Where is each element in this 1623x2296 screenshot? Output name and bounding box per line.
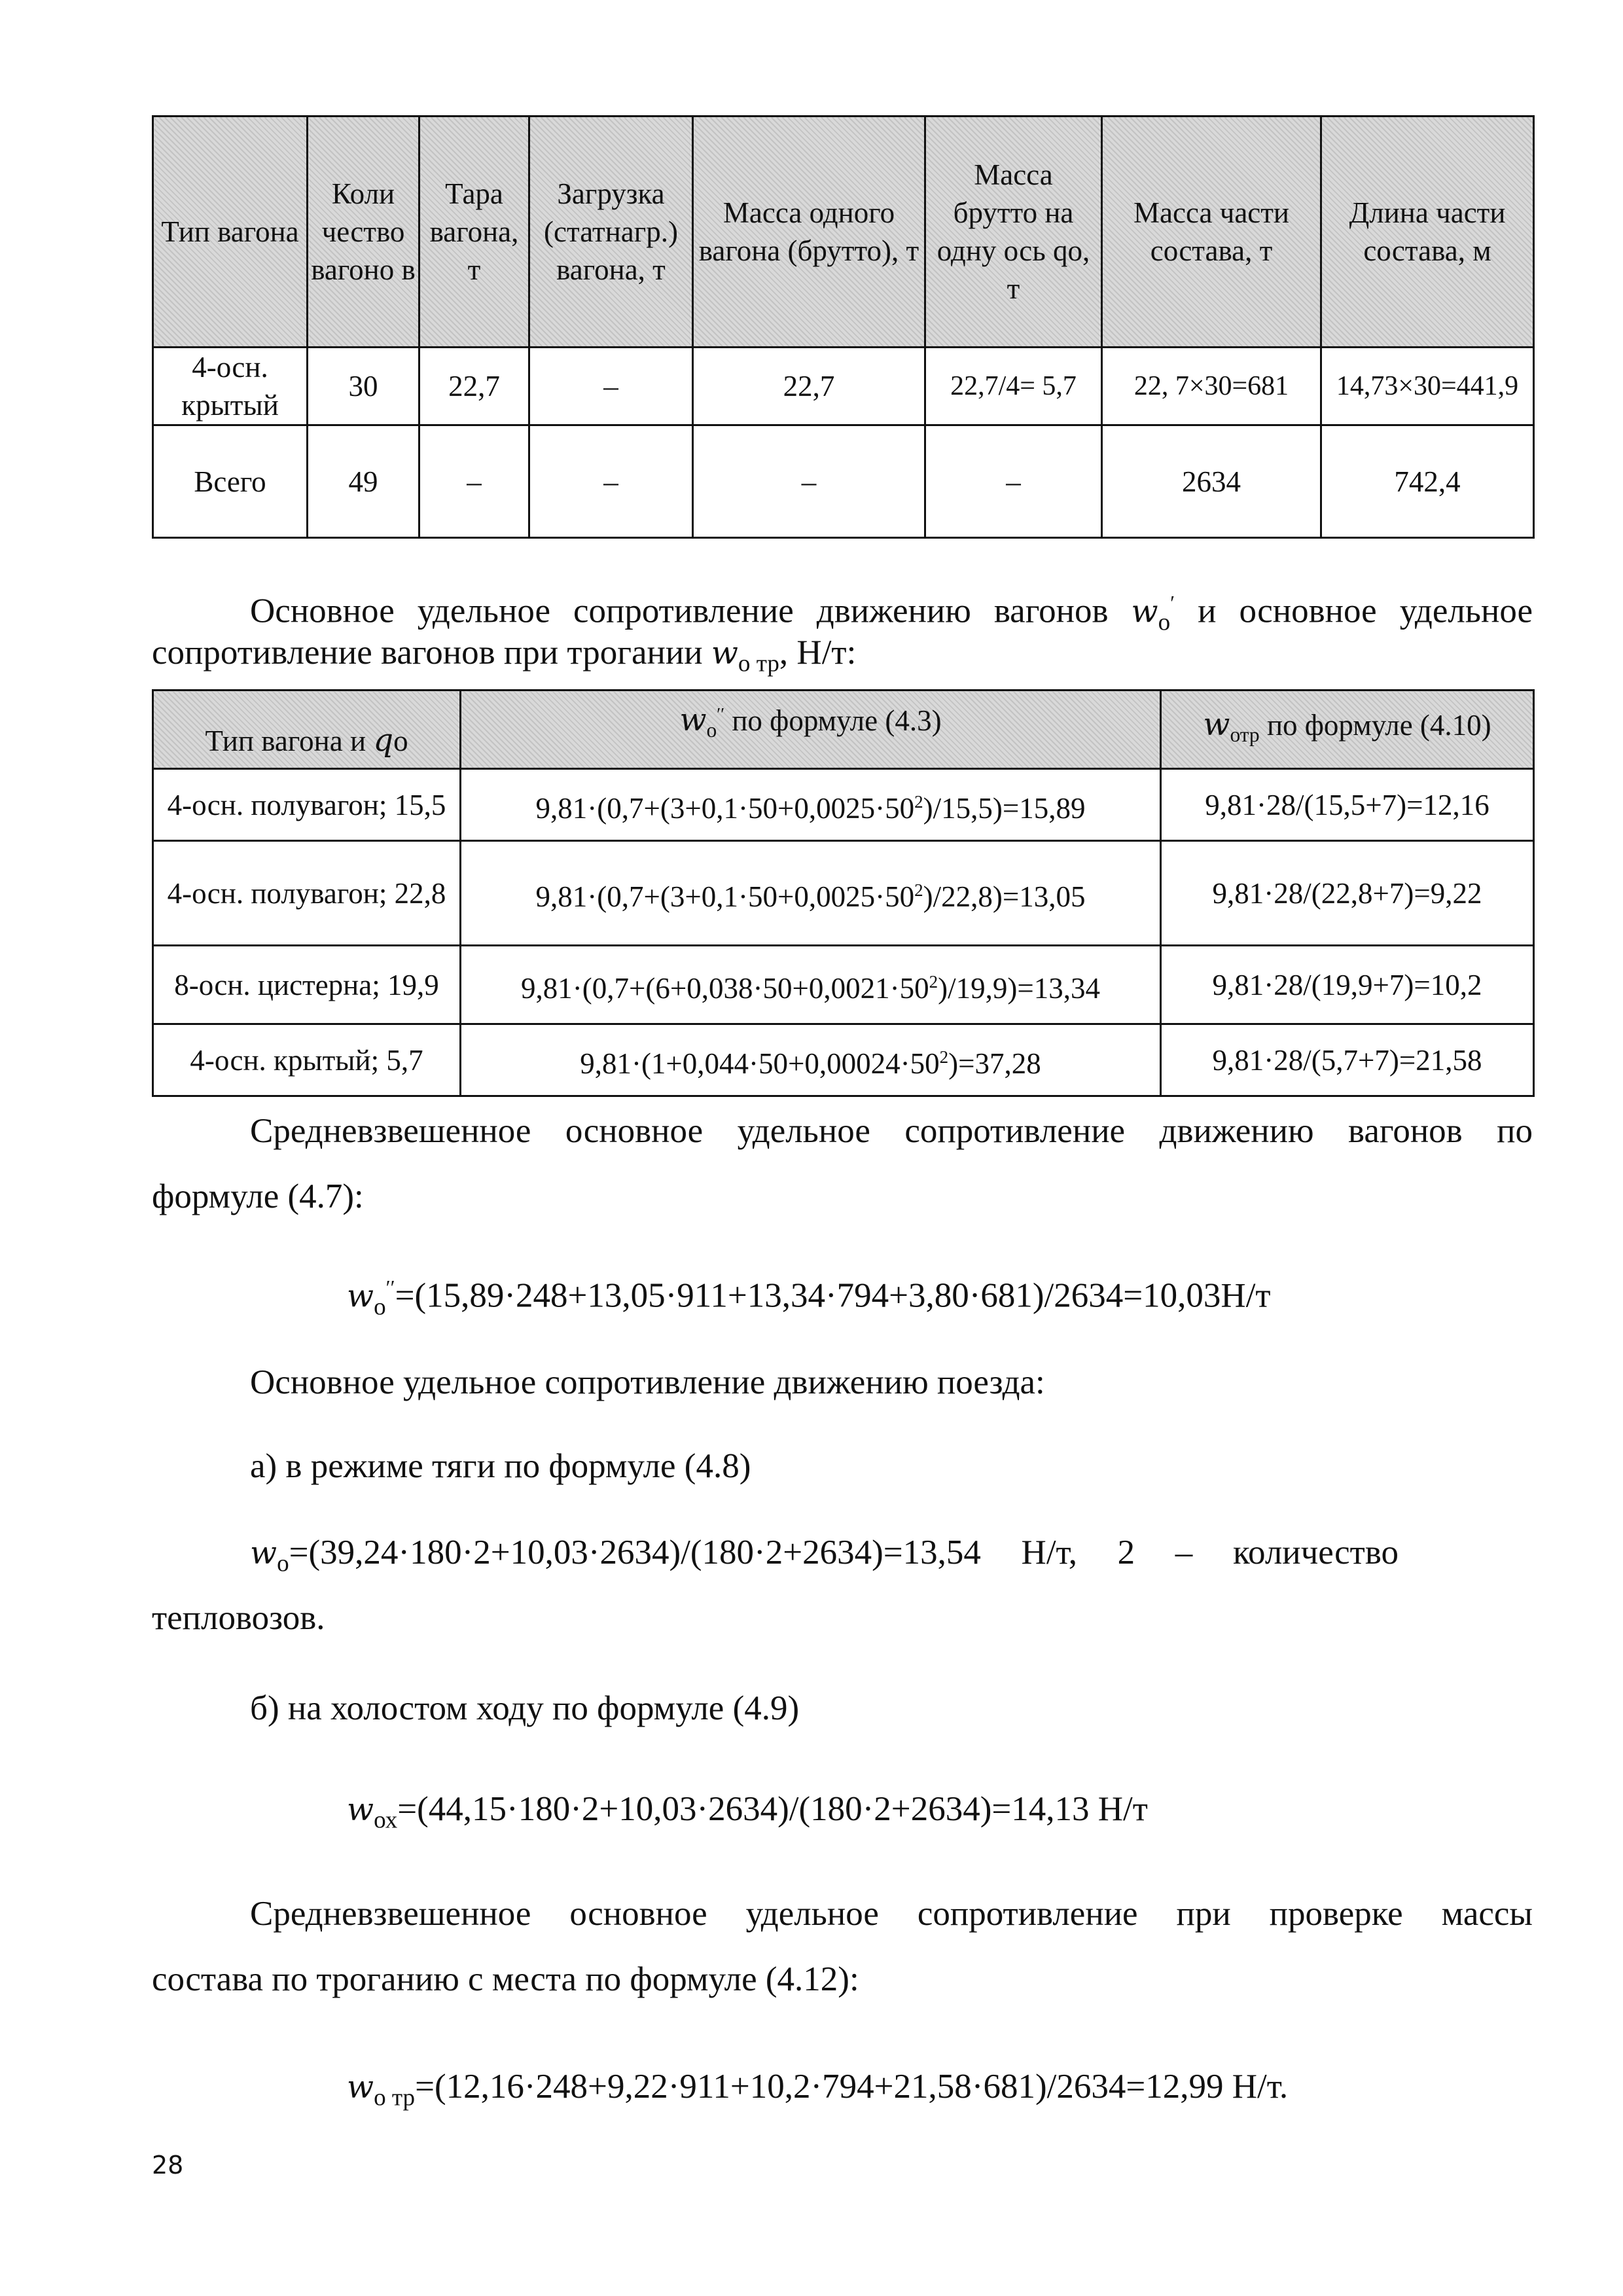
paragraph-train-resistance: Основное удельное сопротивление движению поезда: bbox=[250, 1363, 1045, 1401]
header-cell: Коли чество вагоно в bbox=[308, 117, 419, 348]
equation-traction: $w_о=(39,24\cdot 180\cdot 2+10,03\cdot 2634)/(180\cdot 2+2634)=13,54$ Н/т, 2 – количество bbox=[250, 1534, 1399, 1577]
table-cell: – bbox=[529, 425, 693, 538]
paragraph-starting-line-1: Средневзвешенное основное удельное сопротивление при проверке массы bbox=[250, 1895, 1533, 1933]
table-cell: – bbox=[419, 425, 529, 538]
table-cell: 2634 bbox=[1102, 425, 1321, 538]
table-cell: 22,7 bbox=[693, 348, 925, 425]
paragraph-weighted-line-1: Средневзвешенное основное удельное сопротивление движению вагонов по bbox=[250, 1112, 1533, 1150]
equation-starting: $w_{о тр}=(12,16\cdot 248+9,22\cdot 911+10,2\cdot 794+21,58\cdot 681)/2634=12,99$ Н/т. bbox=[347, 2068, 1289, 2111]
header-cell: Масса одного вагона (брутто), т bbox=[693, 117, 925, 348]
paragraph-traction-mode: а) в режиме тяги по формуле (4.8) bbox=[250, 1447, 751, 1485]
equation-traction-continued: тепловозов. bbox=[152, 1599, 325, 1637]
paragraph-weighted-line-2: формуле (4.7): bbox=[152, 1177, 364, 1215]
table-cell: 22,7 bbox=[419, 348, 529, 425]
table-cell: $9,81\cdot(0,7+(3+0,1\cdot 50+0,0025\cdot 50^2)/22,8)=13,05$ bbox=[461, 841, 1161, 946]
equation-idle: $w_{ох}=(44,15\cdot 180\cdot 2+10,03\cdot 2634)/(180\cdot 2+2634)=14,13$ Н/т bbox=[347, 1790, 1148, 1834]
table-row bbox=[153, 769, 1534, 841]
header-cell: Тип вагона bbox=[153, 117, 308, 348]
header-cell: $w_{отр}$ по формуле (4.10) bbox=[1161, 691, 1534, 769]
table-row bbox=[153, 1024, 1534, 1096]
header-cell: Тара вагона, т bbox=[419, 117, 529, 348]
page-number: 28 bbox=[152, 2151, 184, 2179]
table-cell: 4-осн. полувагон; 15,5 bbox=[153, 769, 461, 841]
intro-line-2: сопротивление вагонов при трогании $w_{о тр}$, Н/т: bbox=[152, 634, 857, 677]
table-cell: Всего bbox=[153, 425, 308, 538]
table-cell: 9,81·28/(15,5+7)=12,16 bbox=[1161, 769, 1534, 841]
table-row bbox=[153, 348, 1534, 425]
header-cell: Тип вагона и qо bbox=[153, 691, 461, 769]
header-cell: Загрузка (статнагр.) вагона, т bbox=[529, 117, 693, 348]
header-cell: Длина части состава, м bbox=[1321, 117, 1534, 348]
table-cell: – bbox=[693, 425, 925, 538]
table-header-row bbox=[153, 117, 1534, 348]
table-cell: 9,81·28/(5,7+7)=21,58 bbox=[1161, 1024, 1534, 1096]
resistance-table bbox=[152, 689, 1535, 1097]
table-cell: 30 bbox=[308, 348, 419, 425]
equation-weighted: $w_о''=(15,89\cdot 248+13,05\cdot 911+13,34\cdot 794+3,80\cdot 681)/2634=10,03Н/т$ bbox=[347, 1276, 1271, 1321]
table-row bbox=[153, 841, 1534, 946]
table-cell: 4-осн. крытый; 5,7 bbox=[153, 1024, 461, 1096]
header-cell: $w_о''$ по формуле (4.3) bbox=[461, 691, 1161, 769]
table-cell: $9,81\cdot(0,7+(6+0,038\cdot 50+0,0021\cdot 50^2)/19,9)=13,34$ bbox=[461, 946, 1161, 1024]
table-header-row bbox=[153, 691, 1534, 769]
header-cell: Масса части состава, т bbox=[1102, 117, 1321, 348]
table-cell: $9,81\cdot(1+0,044\cdot 50+0,00024\cdot 50^2)=37,28$ bbox=[461, 1024, 1161, 1096]
table-cell: – bbox=[529, 348, 693, 425]
wagon-table bbox=[152, 115, 1535, 539]
paragraph-starting-line-2: состава по троганию с места по формуле (4.12): bbox=[152, 1960, 859, 1998]
table-row bbox=[153, 946, 1534, 1024]
header-cell: Масса брутто на одну ось qо, т bbox=[925, 117, 1102, 348]
table-row-total bbox=[153, 425, 1534, 538]
table-cell: 4-осн. полувагон; 22,8 bbox=[153, 841, 461, 946]
table-cell: $9,81\cdot(0,7+(3+0,1\cdot 50+0,0025\cdot 50^2)/15,5)=15,89$ bbox=[461, 769, 1161, 841]
table-cell: 14,73×30=441,9 bbox=[1321, 348, 1534, 425]
table-cell: 9,81·28/(19,9+7)=10,2 bbox=[1161, 946, 1534, 1024]
intro-line-1: Основное удельное сопротивление движению вагонов $w_о'$ и основное удельное bbox=[250, 592, 1533, 636]
table-cell: 4-осн. крытый bbox=[153, 348, 308, 425]
table-cell: 49 bbox=[308, 425, 419, 538]
table-cell: 22,7/4= 5,7 bbox=[925, 348, 1102, 425]
table-cell: 8-осн. цистерна; 19,9 bbox=[153, 946, 461, 1024]
table-cell: 22, 7×30=681 bbox=[1102, 348, 1321, 425]
table-cell: 9,81·28/(22,8+7)=9,22 bbox=[1161, 841, 1534, 946]
table-cell: 742,4 bbox=[1321, 425, 1534, 538]
table-cell: – bbox=[925, 425, 1102, 538]
paragraph-idle-mode: б) на холостом ходу по формуле (4.9) bbox=[250, 1689, 800, 1727]
